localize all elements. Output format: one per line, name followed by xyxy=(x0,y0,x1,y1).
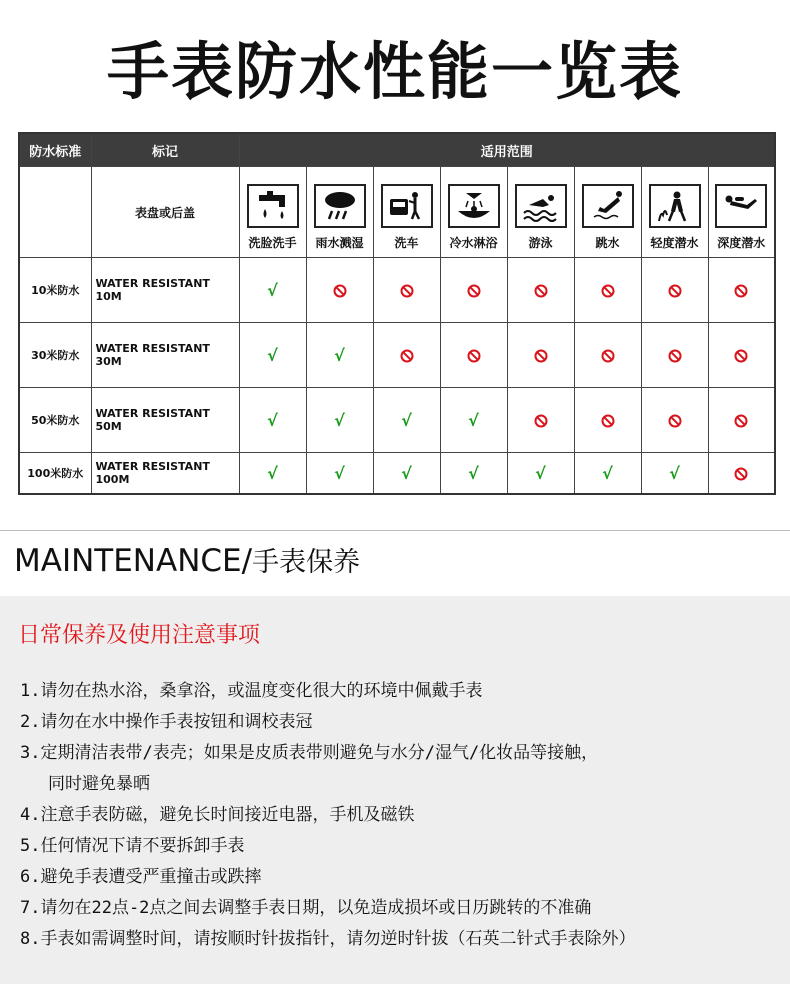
activity-label: 洗车 xyxy=(394,236,419,250)
activity-label: 跳水 xyxy=(595,236,620,250)
care-item: 7.请勿在22点-2点之间去调整手表日期，以免造成损坏或日历跳转的不准确 xyxy=(20,898,592,918)
empty-standard-cell xyxy=(19,167,91,258)
swimmer-icon xyxy=(515,184,567,228)
maintenance-title-en: MAINTENANCE/ xyxy=(14,543,253,579)
not-allowed-cell xyxy=(574,388,641,453)
check-mark: √ xyxy=(401,410,412,430)
not-allowed-icon xyxy=(734,467,748,481)
check-mark: √ xyxy=(267,345,278,365)
not-allowed-icon xyxy=(333,284,347,298)
not-allowed-icon xyxy=(601,349,615,363)
care-item: 1.请勿在热水浴，桑拿浴，或温度变化很大的环境中佩戴手表 xyxy=(20,681,483,701)
activity-label: 轻度潜水 xyxy=(650,236,699,250)
care-item: 5.任何情况下请不要拆卸手表 xyxy=(20,836,245,856)
page-title: 手表防水性能一览表 xyxy=(106,35,683,108)
care-item: 4.注意手表防磁，避免长时间接近电器，手机及磁铁 xyxy=(20,805,415,825)
faucet-icon xyxy=(247,184,299,228)
care-panel xyxy=(0,596,790,984)
not-allowed-icon xyxy=(668,284,682,298)
row-standard: 30米防水 xyxy=(19,323,91,388)
check-mark: √ xyxy=(267,463,278,483)
not-allowed-icon xyxy=(734,414,748,428)
header-standard: 防水标准 xyxy=(19,133,91,167)
allowed-cell xyxy=(574,453,641,495)
allowed-cell xyxy=(306,388,373,453)
not-allowed-cell xyxy=(708,323,775,388)
allowed-cell xyxy=(239,323,306,388)
water-resistance-table-wrap xyxy=(18,132,774,495)
row-mark: WATER RESISTANT 10M xyxy=(91,258,239,323)
allowed-cell xyxy=(239,258,306,323)
row-standard: 10米防水 xyxy=(19,258,91,323)
diver-jump-icon xyxy=(582,184,634,228)
not-allowed-cell xyxy=(306,258,373,323)
table-row xyxy=(19,388,775,453)
not-allowed-cell xyxy=(507,388,574,453)
activity-cell xyxy=(507,167,574,258)
activity-cell xyxy=(373,167,440,258)
table-row xyxy=(19,453,775,495)
activity-cell xyxy=(574,167,641,258)
not-allowed-icon xyxy=(668,349,682,363)
header-mark: 标记 xyxy=(91,133,239,167)
check-mark: √ xyxy=(267,280,278,300)
not-allowed-icon xyxy=(601,414,615,428)
not-allowed-icon xyxy=(534,414,548,428)
not-allowed-cell xyxy=(708,453,775,495)
row-mark: WATER RESISTANT 100M xyxy=(91,453,239,495)
row-standard: 100米防水 xyxy=(19,453,91,495)
activity-cell xyxy=(306,167,373,258)
table-row xyxy=(19,258,775,323)
care-item: 同时避免暴晒 xyxy=(48,774,150,794)
allowed-cell xyxy=(440,388,507,453)
allowed-cell xyxy=(641,453,708,495)
activity-cell xyxy=(641,167,708,258)
not-allowed-icon xyxy=(534,349,548,363)
care-list xyxy=(20,676,780,955)
allowed-cell xyxy=(239,453,306,495)
activity-label: 游泳 xyxy=(528,236,553,250)
not-allowed-icon xyxy=(400,284,414,298)
not-allowed-cell xyxy=(641,258,708,323)
allowed-cell xyxy=(373,388,440,453)
allowed-cell xyxy=(239,388,306,453)
check-mark: √ xyxy=(535,463,546,483)
rain-cloud-icon xyxy=(314,184,366,228)
mark-label: 表盘或后盖 xyxy=(91,167,239,258)
not-allowed-icon xyxy=(601,284,615,298)
table-row xyxy=(19,323,775,388)
activity-label: 冷水淋浴 xyxy=(449,236,498,250)
allowed-cell xyxy=(507,453,574,495)
check-mark: √ xyxy=(669,463,680,483)
scuba-icon xyxy=(715,184,767,228)
not-allowed-icon xyxy=(668,414,682,428)
not-allowed-cell xyxy=(507,258,574,323)
not-allowed-icon xyxy=(534,284,548,298)
not-allowed-cell xyxy=(708,388,775,453)
not-allowed-cell xyxy=(641,388,708,453)
check-mark: √ xyxy=(468,463,479,483)
activity-cell xyxy=(239,167,306,258)
activity-label: 深度潜水 xyxy=(717,236,766,250)
snorkel-icon xyxy=(649,184,701,228)
care-item: 2.请勿在水中操作手表按钮和调校表冠 xyxy=(20,712,313,732)
not-allowed-cell xyxy=(507,323,574,388)
check-mark: √ xyxy=(334,463,345,483)
header-scope: 适用范围 xyxy=(239,133,775,167)
care-item: 8.手表如需调整时间，请按顺时针拔指针，请勿逆时针拔（石英二针式手表除外） xyxy=(20,929,636,949)
activity-label: 雨水溅湿 xyxy=(315,236,364,250)
activity-cell xyxy=(708,167,775,258)
check-mark: √ xyxy=(334,345,345,365)
row-standard: 50米防水 xyxy=(19,388,91,453)
care-item: 6.避免手表遭受严重撞击或跌摔 xyxy=(20,867,262,887)
not-allowed-cell xyxy=(641,323,708,388)
check-mark: √ xyxy=(602,463,613,483)
not-allowed-cell xyxy=(373,323,440,388)
water-resistance-table xyxy=(18,132,776,495)
activity-label: 洗脸洗手 xyxy=(248,236,297,250)
maintenance-title xyxy=(14,540,360,579)
not-allowed-cell xyxy=(373,258,440,323)
activity-row xyxy=(19,167,775,258)
care-heading: 日常保养及使用注意事项 xyxy=(18,623,261,648)
section-divider xyxy=(0,530,790,531)
shower-icon xyxy=(448,184,500,228)
not-allowed-cell xyxy=(574,258,641,323)
allowed-cell xyxy=(306,453,373,495)
not-allowed-cell xyxy=(440,323,507,388)
allowed-cell xyxy=(440,453,507,495)
activity-cell xyxy=(440,167,507,258)
check-mark: √ xyxy=(334,410,345,430)
maintenance-title-zh: 手表保养 xyxy=(252,547,361,578)
not-allowed-cell xyxy=(440,258,507,323)
not-allowed-icon xyxy=(734,284,748,298)
not-allowed-cell xyxy=(708,258,775,323)
row-mark: WATER RESISTANT 30M xyxy=(91,323,239,388)
not-allowed-icon xyxy=(467,349,481,363)
not-allowed-icon xyxy=(400,349,414,363)
row-mark: WATER RESISTANT 50M xyxy=(91,388,239,453)
allowed-cell xyxy=(306,323,373,388)
care-item: 3.定期清洁表带/表壳；如果是皮质表带则避免与水分/湿气/化妆品等接触， xyxy=(20,743,599,763)
car-wash-icon xyxy=(381,184,433,228)
check-mark: √ xyxy=(267,410,278,430)
check-mark: √ xyxy=(468,410,479,430)
not-allowed-icon xyxy=(467,284,481,298)
check-mark: √ xyxy=(401,463,412,483)
allowed-cell xyxy=(373,453,440,495)
not-allowed-cell xyxy=(574,323,641,388)
not-allowed-icon xyxy=(734,349,748,363)
